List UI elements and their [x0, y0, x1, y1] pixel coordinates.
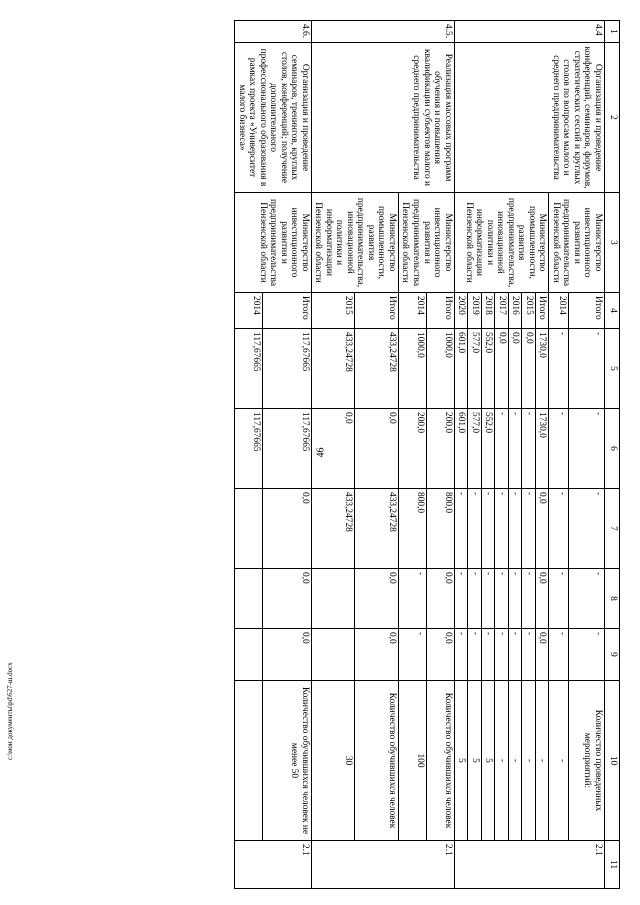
column-number: 2 — [605, 43, 620, 193]
value-regional: 552,0 — [481, 409, 495, 489]
value-regional: - — [549, 409, 569, 489]
value-federal: - — [481, 489, 495, 569]
value-other — [311, 629, 355, 681]
value-local: 0,0 — [426, 569, 454, 629]
value-federal: 800,0 — [398, 489, 426, 569]
table-row — [262, 21, 311, 889]
indicator: - — [535, 681, 549, 841]
indicator: Количество обучившихся человек — [426, 681, 454, 841]
value-local: - — [468, 569, 482, 629]
value-federal: - — [549, 489, 569, 569]
value-federal: 433,24728 — [311, 489, 355, 569]
page-number: 46 — [315, 447, 327, 458]
value-local: - — [549, 569, 569, 629]
value-regional: 0,0 — [311, 409, 355, 489]
executor: Министерство промышленности, развития предпринимательства, инновационной политики и информатизации Пензенской области — [454, 193, 549, 293]
year-cell: Итого — [262, 293, 311, 329]
indicator: 5 — [454, 681, 468, 841]
year-cell: 2014 — [549, 293, 569, 329]
value-other — [235, 629, 263, 681]
value-total: 433,24728 — [355, 329, 399, 409]
executor: Министерство инвестиционного развития и предпринимательства Пензенской области — [398, 193, 454, 293]
table-row — [569, 21, 605, 889]
value-federal: - — [468, 489, 482, 569]
year-cell: 2019 — [468, 293, 482, 329]
value-regional: 117,67665 — [262, 409, 311, 489]
year-cell: 2016 — [508, 293, 522, 329]
value-regional: 601,0 — [454, 409, 468, 489]
value-local: 0,0 — [535, 569, 549, 629]
value-local — [311, 569, 355, 629]
value-federal: 800,0 — [426, 489, 454, 569]
value-regional: 200,0 — [426, 409, 454, 489]
value-federal: - — [508, 489, 522, 569]
goal-code: 2.1 — [235, 841, 312, 889]
year-cell: 2015 — [522, 293, 536, 329]
value-regional: 577,0 — [468, 409, 482, 489]
value-local: - — [481, 569, 495, 629]
table-row — [426, 21, 454, 889]
row-number: 4.5. — [311, 21, 454, 43]
value-local: 0,0 — [262, 569, 311, 629]
value-local: - — [398, 569, 426, 629]
value-federal — [235, 489, 263, 569]
value-other: - — [549, 629, 569, 681]
column-number: 11 — [605, 841, 620, 889]
column-number-row — [605, 21, 620, 889]
program-table — [234, 20, 620, 889]
indicator: - — [549, 681, 569, 841]
value-total: 0,0 — [508, 329, 522, 409]
value-federal: - — [454, 489, 468, 569]
value-other: 0,0 — [355, 629, 399, 681]
column-number: 5 — [605, 329, 620, 409]
value-other: - — [569, 629, 605, 681]
column-number: 10 — [605, 681, 620, 841]
value-regional: 0,0 — [355, 409, 399, 489]
value-other: - — [468, 629, 482, 681]
indicator: Количество обучившихся человек — [355, 681, 399, 841]
year-cell: 2018 — [481, 293, 495, 329]
value-total: 0,0 — [495, 329, 509, 409]
goal-code: 2.1 — [311, 841, 454, 889]
value-federal: 0,0 — [535, 489, 549, 569]
executor: Министерство промышленности, развития предпринимательства, инновационной политики и информатизации Пензенской области — [311, 193, 398, 293]
activity-name: Организация и проведение семинаров, тренингов, круглых столов, конференций; получение дополнительного профессионального образования в рамках проекта «Университет малого бизнеса» — [235, 43, 312, 193]
column-number: 3 — [605, 193, 620, 293]
year-cell: Итого — [426, 293, 454, 329]
value-federal: 0,0 — [262, 489, 311, 569]
column-number: 4 — [605, 293, 620, 329]
indicator: - — [495, 681, 509, 841]
value-local: - — [454, 569, 468, 629]
value-federal: - — [522, 489, 536, 569]
footer-path: c:\мои документы\pd\627-ш.docx — [6, 662, 14, 760]
value-other: 0,0 — [535, 629, 549, 681]
rotated-page — [80, 20, 620, 888]
year-cell: 2014 — [235, 293, 263, 329]
year-cell: Итого — [535, 293, 549, 329]
value-local: 0,0 — [355, 569, 399, 629]
value-total: 117,67665 — [262, 329, 311, 409]
value-total: 552,0 — [481, 329, 495, 409]
value-other: - — [454, 629, 468, 681]
value-local: - — [522, 569, 536, 629]
value-local: - — [495, 569, 509, 629]
year-cell: 2015 — [311, 293, 355, 329]
activity-name: Организация и проведение конференций, семинаров, форумов, стратегических сессий и круглых столов по вопросам малого и среднего предпринимательства — [454, 43, 604, 193]
column-number: 9 — [605, 629, 620, 681]
year-cell: 2017 — [495, 293, 509, 329]
year-cell: Итого — [355, 293, 399, 329]
indicator: 5 — [468, 681, 482, 841]
value-local: - — [569, 569, 605, 629]
value-regional: 200,0 — [398, 409, 426, 489]
value-federal: 433,24728 — [355, 489, 399, 569]
value-regional: - — [569, 409, 605, 489]
value-regional: - — [522, 409, 536, 489]
value-federal: - — [495, 489, 509, 569]
row-number: 4.6. — [235, 21, 312, 43]
value-regional: - — [495, 409, 509, 489]
value-regional: 1730,0 — [535, 409, 549, 489]
indicator: 30 — [311, 681, 355, 841]
value-federal: - — [569, 489, 605, 569]
indicator: Количество проведенных мероприятий: — [569, 681, 605, 841]
value-total: - — [549, 329, 569, 409]
value-other: - — [522, 629, 536, 681]
value-other: 0,0 — [426, 629, 454, 681]
column-number: 7 — [605, 489, 620, 569]
year-cell: 2020 — [454, 293, 468, 329]
indicator: Количество обучившихся человек не менее 50 — [262, 681, 311, 841]
year-cell: Итого — [569, 293, 605, 329]
value-total: - — [569, 329, 605, 409]
value-regional: - — [508, 409, 522, 489]
year-cell: 2014 — [398, 293, 426, 329]
indicator: 5 — [481, 681, 495, 841]
value-local — [235, 569, 263, 629]
goal-code: 2.1 — [454, 841, 604, 889]
value-local: - — [508, 569, 522, 629]
value-total: 1730,0 — [535, 329, 549, 409]
column-number: 8 — [605, 569, 620, 629]
value-total: 117,67665 — [235, 329, 263, 409]
value-total: 601,0 — [454, 329, 468, 409]
value-other: - — [481, 629, 495, 681]
executor: Министерство инвестиционного развития и предпринимательства Пензенской области — [549, 193, 605, 293]
indicator: 100 — [398, 681, 426, 841]
value-total: 1000,0 — [398, 329, 426, 409]
value-other: - — [495, 629, 509, 681]
column-number: 1 — [605, 21, 620, 43]
value-other: - — [508, 629, 522, 681]
value-total: 0,0 — [522, 329, 536, 409]
row-number: 4.4 — [454, 21, 604, 43]
value-total: 577,0 — [468, 329, 482, 409]
value-other: - — [398, 629, 426, 681]
value-regional: 117,67665 — [235, 409, 263, 489]
value-total: 433,24728 — [311, 329, 355, 409]
indicator: - — [508, 681, 522, 841]
column-number: 6 — [605, 409, 620, 489]
value-total: 1000,0 — [426, 329, 454, 409]
indicator — [235, 681, 263, 841]
value-other: 0,0 — [262, 629, 311, 681]
activity-name: Реализация массовых программ обучения и повышения квалификации субъектов малого и среднего предпринимательства — [311, 43, 454, 193]
executor: Министерство инвестиционного развития и предпринимательства Пензенской области — [235, 193, 312, 293]
indicator: - — [522, 681, 536, 841]
